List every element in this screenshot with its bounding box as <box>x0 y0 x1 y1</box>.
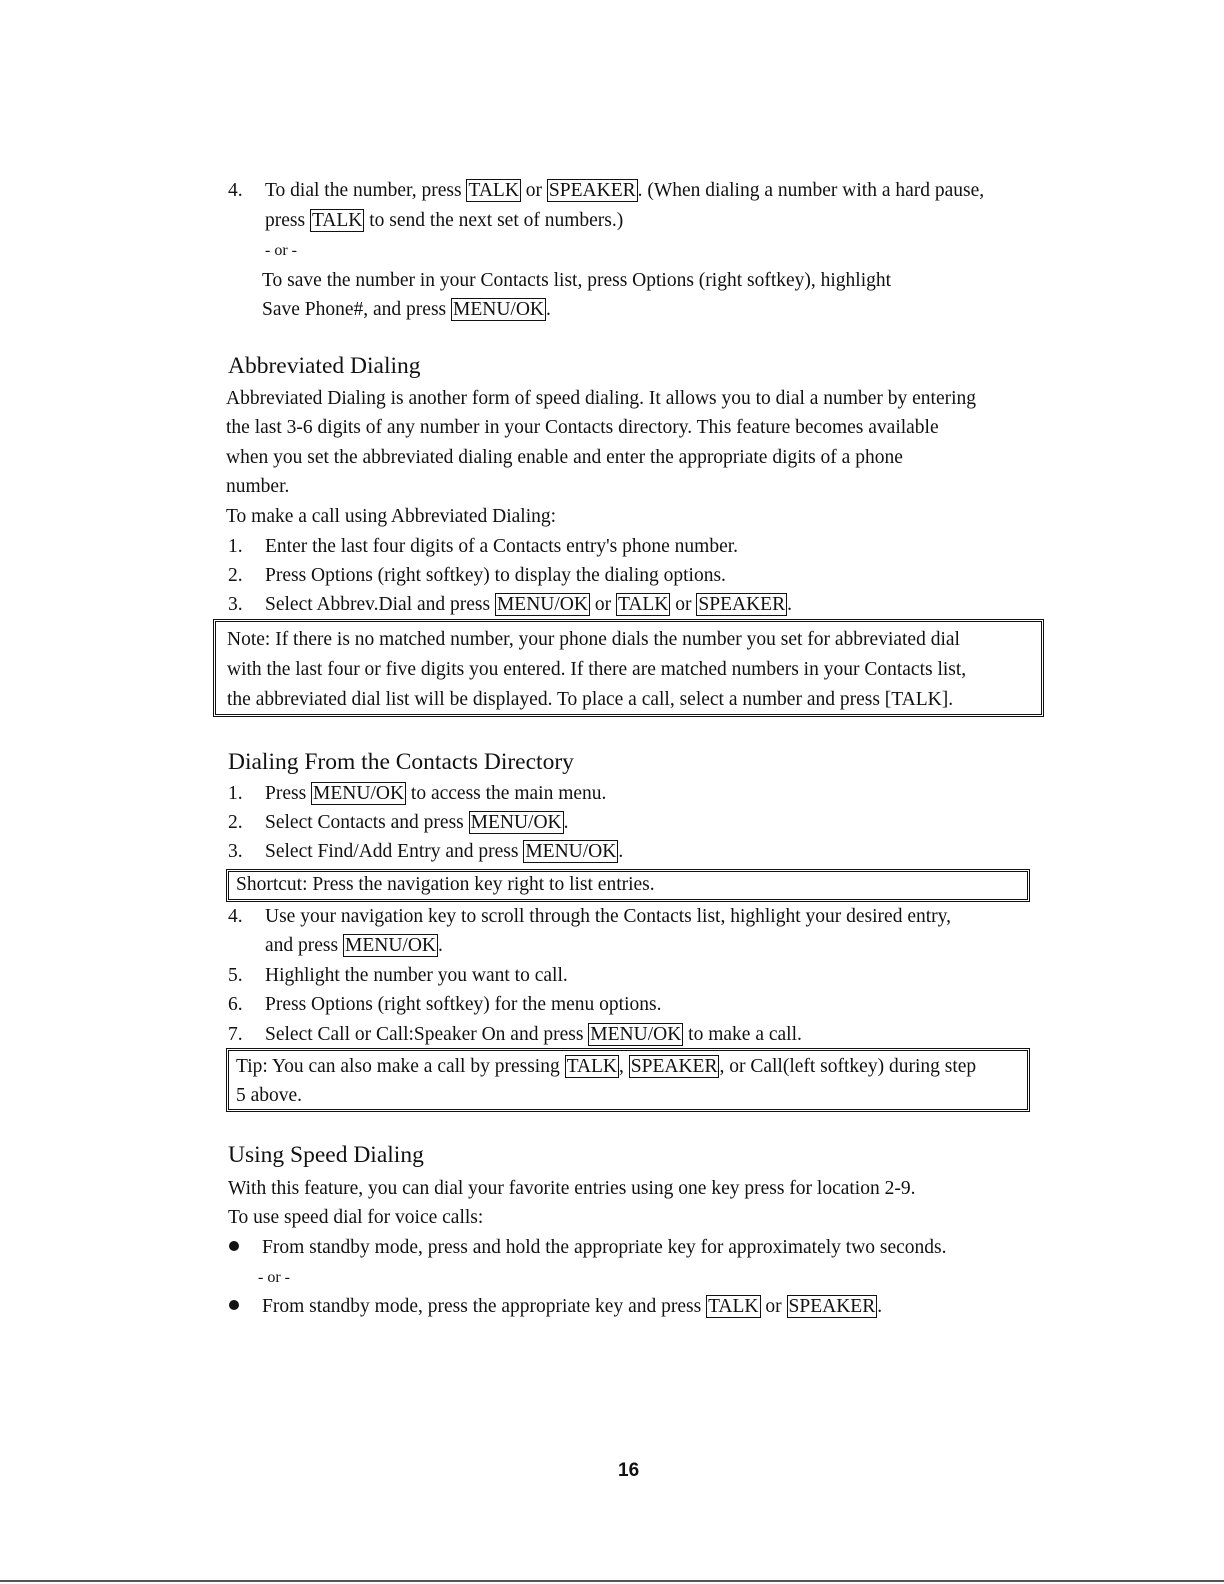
step-text <box>265 837 623 867</box>
text: press <box>265 210 310 231</box>
bottom-rule <box>0 1580 1224 1582</box>
paragraph-line: With this feature, you can dial your favorite entries using one key press for location 2-9. <box>228 1178 916 1199</box>
menu-ok-key: MENU/OK <box>590 1024 682 1045</box>
section-heading: Abbreviated Dialing <box>228 353 421 379</box>
step-text: Highlight the number you want to call. <box>265 965 568 986</box>
text: To dial the number, press <box>265 180 467 201</box>
step-number: 3. <box>228 594 243 615</box>
speaker-key: SPEAKER <box>548 180 636 201</box>
step4-line4 <box>262 295 551 325</box>
step-number: 5. <box>228 965 243 986</box>
note-line: the abbreviated dial list will be displayed. To place a call, select a number and press [TALK]. <box>227 689 954 710</box>
or-separator: - or - <box>265 242 297 259</box>
step4-line2 <box>265 206 623 236</box>
step-number: 6. <box>228 994 243 1015</box>
speaker-key: SPEAKER <box>698 594 786 615</box>
menu-ok-key: MENU/OK <box>344 935 436 956</box>
step-number: 7. <box>228 1024 243 1045</box>
step-text <box>265 931 443 961</box>
step-text <box>265 590 792 620</box>
paragraph-line: To make a call using Abbreviated Dialing: <box>226 506 557 527</box>
step-text <box>265 779 606 809</box>
menu-ok-key: MENU/OK <box>453 299 545 320</box>
text: or <box>520 180 547 201</box>
menu-ok-key: MENU/OK <box>525 841 617 862</box>
talk-key: TALK <box>708 1296 759 1317</box>
talk-key: TALK <box>311 210 363 231</box>
step-text <box>265 808 569 838</box>
text: , or Call(left softkey) during step <box>719 1056 977 1077</box>
text: Select Find/Add Entry and press <box>265 841 524 862</box>
talk-key: TALK <box>566 1056 618 1077</box>
text: and press <box>265 935 343 956</box>
step-text: Press Options (right softkey) for the menu options. <box>265 994 662 1015</box>
step-number: 4. <box>228 180 243 201</box>
section-heading: Using Speed Dialing <box>228 1142 424 1168</box>
text: , <box>619 1056 629 1077</box>
step-text: Use your navigation key to scroll through the Contacts list, highlight your desired entry, <box>265 906 951 927</box>
talk-key: TALK <box>617 594 669 615</box>
menu-ok-key: MENU/OK <box>496 594 588 615</box>
text: . <box>787 594 792 615</box>
menu-ok-key: MENU/OK <box>313 783 405 804</box>
text: Select Call or Call:Speaker On and press <box>265 1024 589 1045</box>
step4-line3: To save the number in your Contacts list, press Options (right softkey), highlight <box>262 270 892 291</box>
text: . <box>563 812 569 833</box>
text: . (When dialing a number with a hard pause, <box>637 180 985 201</box>
text: . <box>437 935 443 956</box>
paragraph-line: To use speed dial for voice calls: <box>228 1207 484 1228</box>
step-text: Press Options (right softkey) to display the dialing options. <box>265 565 726 586</box>
paragraph-line: when you set the abbreviated dialing enable and enter the appropriate digits of a phone <box>226 447 903 468</box>
bullet-icon <box>229 1241 239 1251</box>
step-number: 1. <box>228 536 243 557</box>
text: to make a call. <box>683 1024 802 1045</box>
shortcut-text: Shortcut: Press the navigation key right to list entries. <box>236 874 655 895</box>
text: . <box>546 299 551 320</box>
speaker-key: SPEAKER <box>630 1056 718 1077</box>
page-number: 16 <box>618 1460 640 1481</box>
paragraph-line: number. <box>226 476 290 497</box>
step-number: 2. <box>228 812 243 833</box>
step-number: 4. <box>228 906 243 927</box>
text: or <box>670 594 697 615</box>
text: to access the main menu. <box>406 783 607 804</box>
step-text: Enter the last four digits of a Contacts entry's phone number. <box>265 536 739 557</box>
text: Select Contacts and press <box>265 812 469 833</box>
bullet-icon <box>229 1300 239 1310</box>
step-number: 2. <box>228 565 243 586</box>
menu-ok-key: MENU/OK <box>470 812 562 833</box>
bullet-text <box>262 1292 882 1322</box>
text: Save Phone#, and press <box>262 299 452 320</box>
step4-line1 <box>265 176 984 206</box>
or-separator: - or - <box>258 1269 290 1286</box>
tip-line <box>236 1052 976 1082</box>
text: Tip: You can also make a call by pressing <box>236 1056 565 1077</box>
text: Select Abbrev.Dial and press <box>265 594 495 615</box>
text: From standby mode, press the appropriate key and press <box>262 1296 707 1317</box>
note-line: Note: If there is no matched number, your phone dials the number you set for abbreviated dial <box>227 629 960 650</box>
text: or <box>760 1296 787 1317</box>
step-number: 3. <box>228 841 243 862</box>
paragraph-line: Abbreviated Dialing is another form of speed dialing. It allows you to dial a number by entering <box>226 388 977 409</box>
bullet-text: From standby mode, press and hold the appropriate key for approximately two seconds. <box>262 1237 947 1258</box>
text: to send the next set of numbers.) <box>364 210 624 231</box>
section-heading: Dialing From the Contacts Directory <box>228 749 574 775</box>
text: Press <box>265 783 312 804</box>
talk-key: TALK <box>468 180 519 201</box>
text: . <box>618 841 624 862</box>
speaker-key: SPEAKER <box>788 1296 876 1317</box>
paragraph-line: the last 3-6 digits of any number in your Contacts directory. This feature becomes available <box>226 417 939 438</box>
text: or <box>589 594 616 615</box>
step-number: 1. <box>228 783 243 804</box>
tip-line: 5 above. <box>236 1085 303 1106</box>
text: . <box>877 1296 883 1317</box>
step-text <box>265 1020 802 1050</box>
note-line: with the last four or five digits you entered. If there are matched numbers in your Contacts list, <box>227 659 967 680</box>
